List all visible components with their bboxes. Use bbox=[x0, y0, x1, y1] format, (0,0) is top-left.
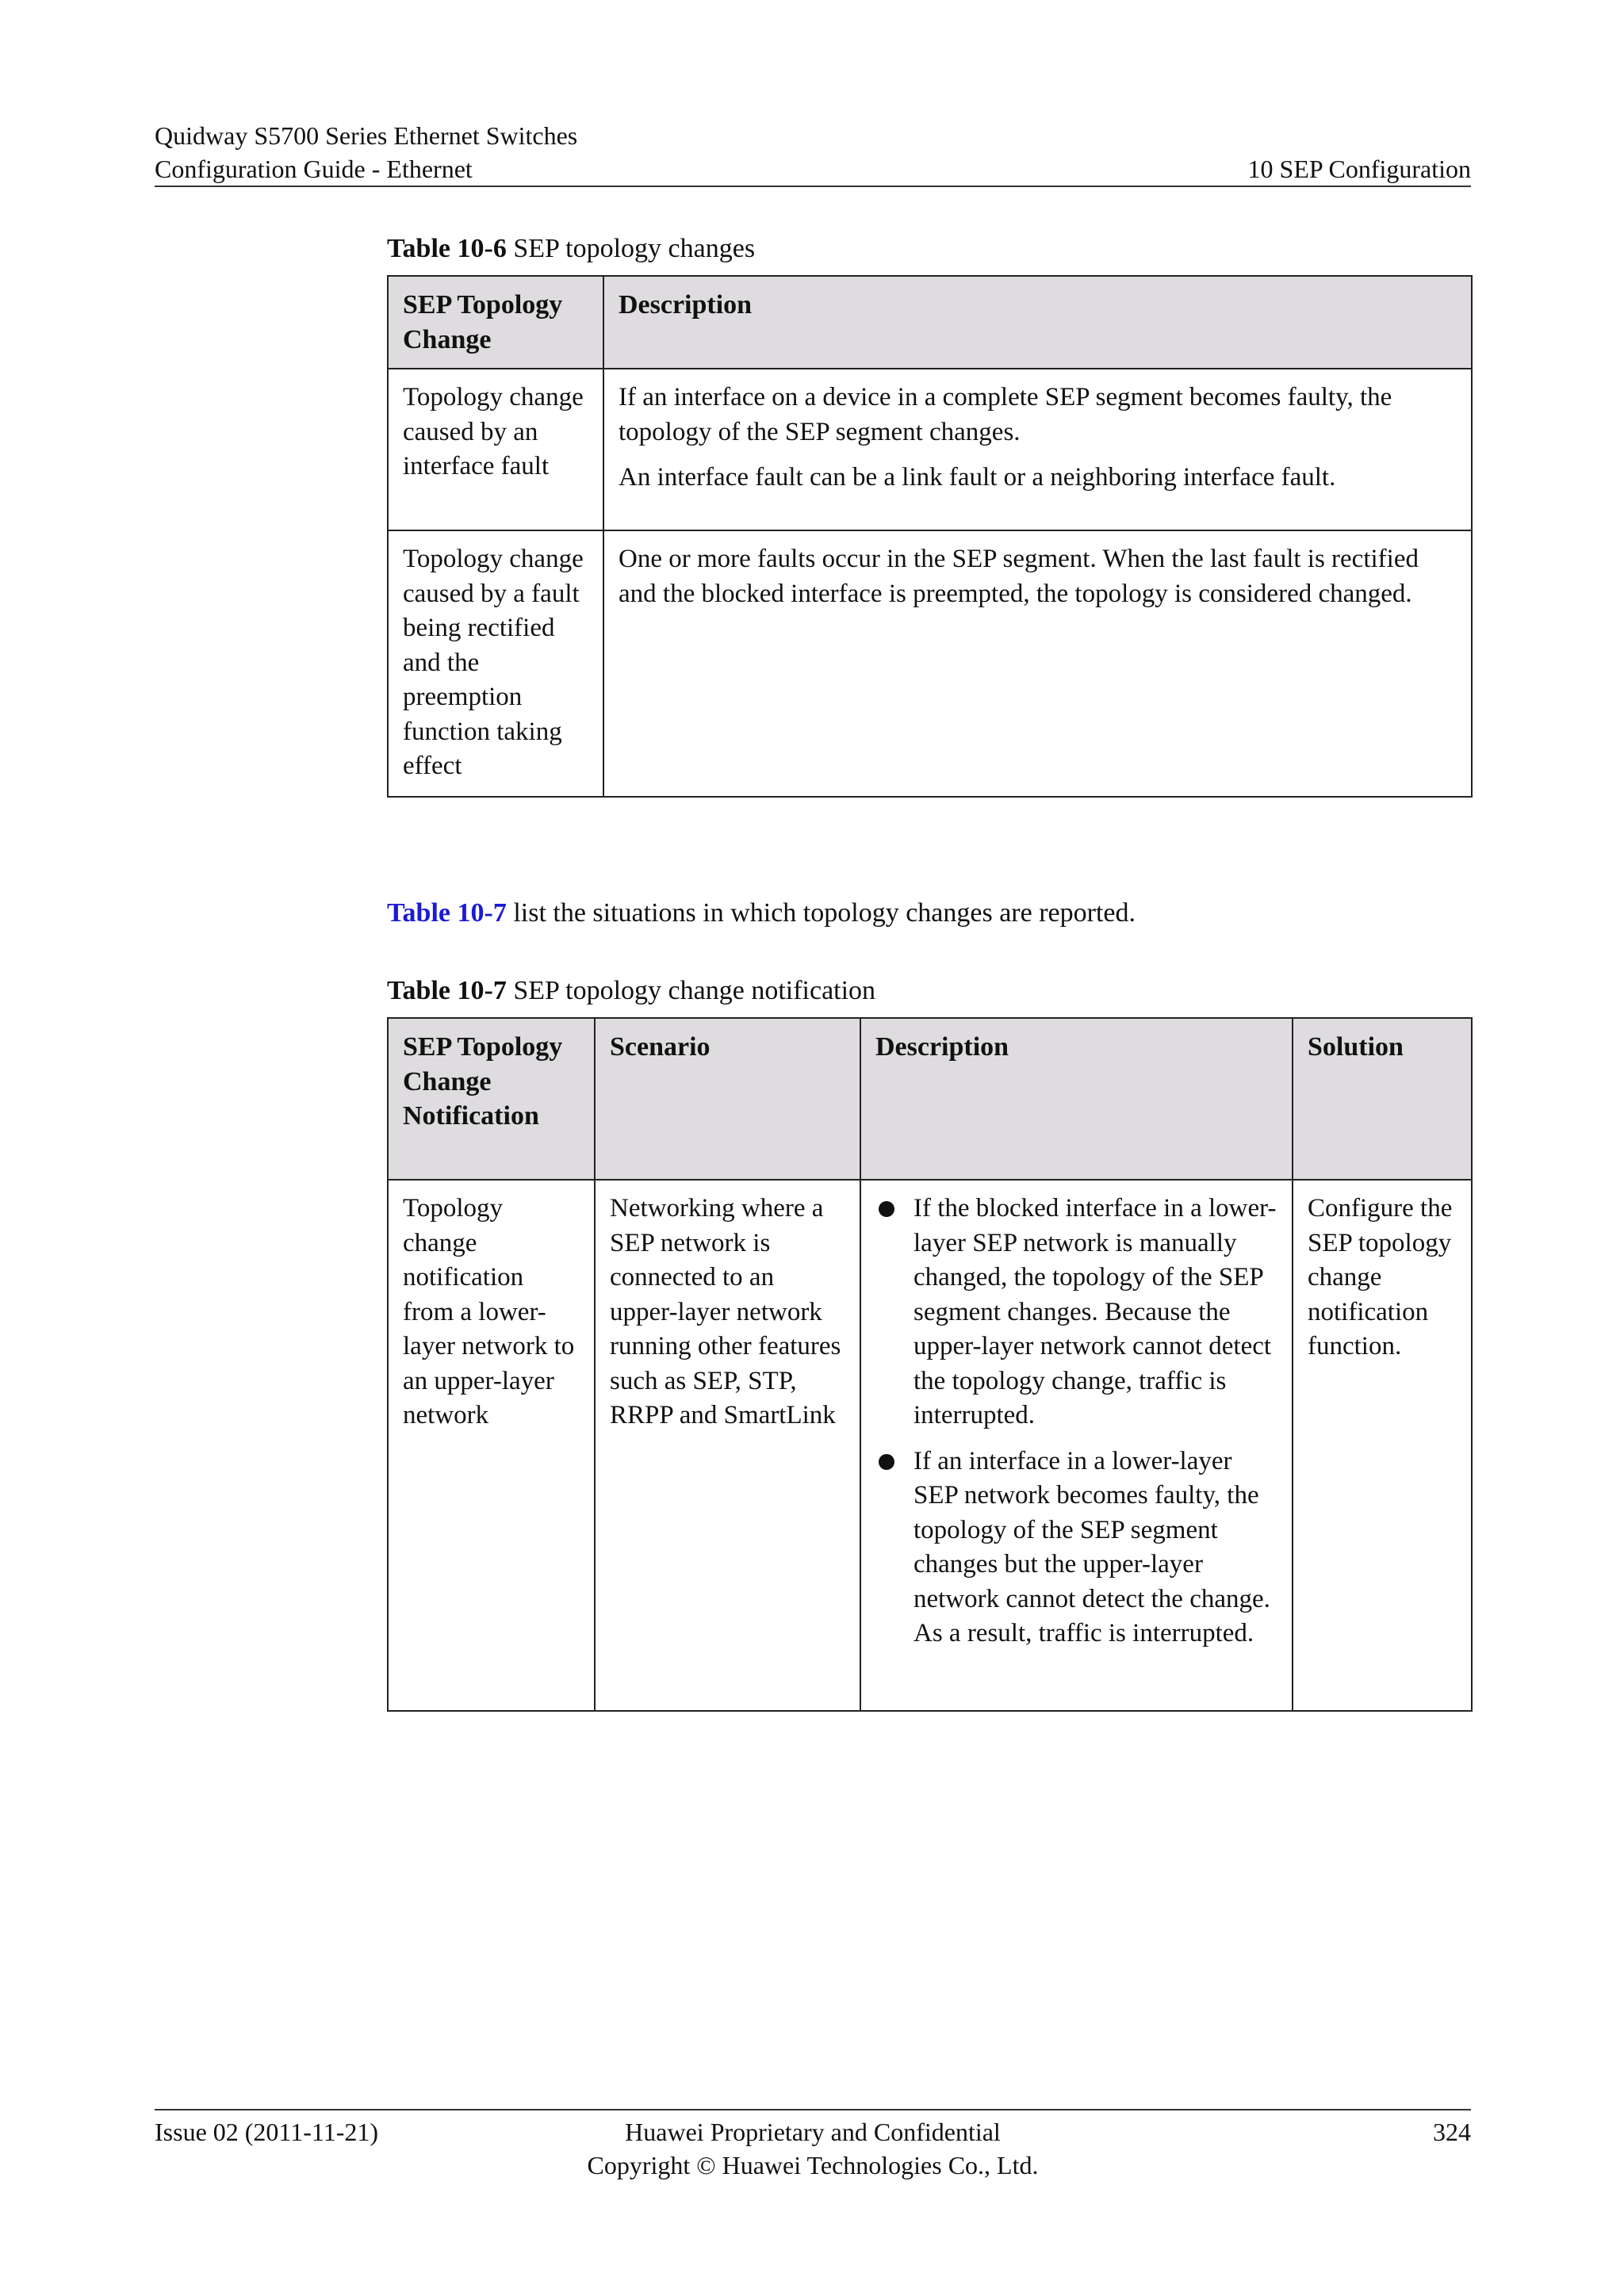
bullet-text: If the blocked interface in a lower-layer SEP network is manually changed, the topology of the SEP segment changes. Because the upper-layer network cannot detect the topology change, traffic is interrupted. bbox=[914, 1194, 1277, 1429]
bullet-text: If an interface in a lower-layer SEP network becomes faulty, the topology of the SEP segment changes but the upper-layer network cannot detect the change. As a result, traffic is interrupted. bbox=[914, 1446, 1270, 1647]
column-header-notification: SEP Topology Change Notification bbox=[388, 1018, 595, 1180]
table-header-row bbox=[388, 1018, 1472, 1180]
description-paragraph: An interface fault can be a link fault or a neighboring interface fault. bbox=[619, 463, 1336, 492]
cell-change: Topology change caused by an interface fault bbox=[388, 369, 603, 530]
table-6-caption bbox=[387, 232, 755, 266]
table-7-caption bbox=[387, 974, 875, 1008]
table-sep-topology-changes bbox=[387, 275, 1473, 798]
cell-change: Topology change caused by a fault being rectified and the preemption function taking effect bbox=[388, 530, 603, 797]
table-7-caption-label: Table 10-7 bbox=[387, 976, 507, 1005]
bullet-dot-icon bbox=[879, 1454, 894, 1470]
column-header-description: Description bbox=[603, 276, 1472, 369]
intro-paragraph bbox=[387, 896, 1136, 931]
footer-issue: Issue 02 (2011-11-21) bbox=[155, 2118, 379, 2146]
cell-scenario: Networking where a SEP network is connected to an upper-layer network running other features such as SEP, STP, RRPP and SmartLink bbox=[595, 1180, 860, 1711]
table-6-caption-label: Table 10-6 bbox=[387, 234, 507, 263]
column-header-change: SEP Topology Change bbox=[388, 276, 603, 369]
table-row bbox=[388, 530, 1472, 797]
page-number: 324 bbox=[1433, 2118, 1471, 2146]
footer-copyright: Copyright © Huawei Technologies Co., Ltd. bbox=[587, 2151, 1039, 2179]
cell-description bbox=[603, 530, 1472, 797]
table-6-caption-text: SEP topology changes bbox=[506, 234, 756, 263]
description-paragraph: One or more faults occur in the SEP segment. When the last fault is rectified and the blocked interface is preempted, the topology is considered changed. bbox=[619, 545, 1419, 608]
description-paragraph: If an interface on a device in a complete SEP segment becomes faulty, the topology of the SEP segment changes. bbox=[619, 383, 1392, 446]
footer-center bbox=[155, 2115, 1471, 2182]
table-10-7-link[interactable]: Table 10-7 bbox=[387, 898, 507, 928]
intro-text: list the situations in which topology changes are reported. bbox=[506, 898, 1136, 928]
cell-notification: Topology change notification from a lower-layer network to an upper-layer network bbox=[388, 1180, 595, 1711]
table-sep-topology-change-notification bbox=[387, 1017, 1473, 1712]
header-guide: Configuration Guide - Ethernet bbox=[155, 155, 473, 183]
header-product: Quidway S5700 Series Ethernet Switches bbox=[155, 121, 578, 150]
table-row bbox=[388, 369, 1472, 530]
table-row bbox=[388, 1180, 1472, 1711]
column-header-solution: Solution bbox=[1293, 1018, 1472, 1180]
column-header-scenario: Scenario bbox=[595, 1018, 860, 1180]
cell-solution: Configure the SEP topology change notification function. bbox=[1293, 1180, 1472, 1711]
header-chapter: 10 SEP Configuration bbox=[1247, 155, 1471, 183]
list-item bbox=[875, 1445, 1277, 1651]
page-footer bbox=[155, 2109, 1471, 2190]
column-header-description: Description bbox=[860, 1018, 1293, 1180]
description-bullet-list bbox=[875, 1192, 1277, 1651]
cell-description bbox=[603, 369, 1472, 530]
table-7-caption-text: SEP topology change notification bbox=[506, 976, 876, 1005]
header-titles bbox=[155, 119, 577, 186]
page-header bbox=[155, 119, 1471, 187]
table-header-row bbox=[388, 276, 1472, 369]
bullet-dot-icon bbox=[879, 1201, 894, 1217]
cell-description bbox=[860, 1180, 1293, 1711]
footer-confidential: Huawei Proprietary and Confidential bbox=[625, 2118, 1001, 2146]
list-item bbox=[875, 1192, 1277, 1433]
